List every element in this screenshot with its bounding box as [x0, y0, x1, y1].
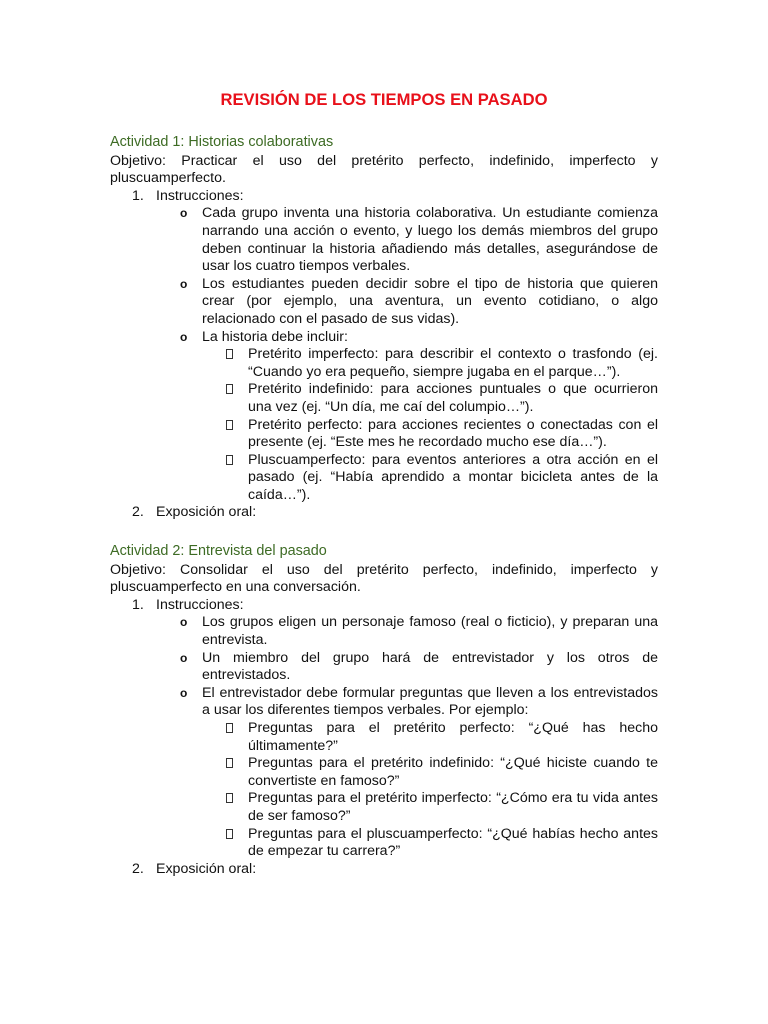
- activity-2-section: [110, 543, 658, 878]
- box-bullet-icon: [226, 723, 233, 733]
- list-item: [110, 614, 658, 649]
- box-bullet-icon: [226, 420, 233, 430]
- activity-2-step-2: [110, 861, 658, 879]
- step-label: Instrucciones:: [156, 596, 244, 613]
- list-number: 1.: [132, 596, 144, 613]
- box-bullet-icon: [226, 384, 233, 394]
- sub-list-item: [110, 826, 658, 861]
- activity-1-heading: Actividad 1: Historias colaborativas: [110, 134, 334, 150]
- sub-list-item-text: Preguntas para el pluscuamperfecto: “¿Qué habías hecho antes de empezar tu carrera?”: [248, 825, 658, 860]
- sub-list-item-text: Pretérito imperfecto: para describir el contexto o trasfondo (ej. “Cuando yo era pequeño, siempre jugaba en el parque…”).: [248, 346, 658, 380]
- page-title: REVISIÓN DE LOS TIEMPOS EN PASADO: [220, 90, 548, 109]
- sub-list-item-text: Preguntas para el pretérito imperfecto: “¿Cómo era tu vida antes de ser famoso?”: [248, 790, 658, 824]
- list-item-text: Cada grupo inventa una historia colaborativa. Un estudiante comienza narrando una acción o evento, y luego los demás miembros del grupo deben continuar la historia añadiendo más detalles, asegurándose de usar los cuatro tiempos verbales.: [202, 205, 658, 275]
- activity-2-heading: Actividad 2: Entrevista del pasado: [110, 543, 327, 559]
- sub-list-item-text: Pretérito perfecto: para acciones recientes o conectadas con el presente (ej. “Este mes he recordado mucho ese día…”).: [248, 416, 658, 451]
- circle-bullet-icon: o: [180, 650, 188, 665]
- sub-list-item-text: Pluscuamperfecto: para eventos anteriores a otra acción en el pasado (ej. “Había aprendido a montar bicicleta antes de la caída…”).: [248, 451, 658, 503]
- step-label: Exposición oral:: [156, 504, 257, 521]
- list-item-text: Los estudiantes pueden decidir sobre el tipo de historia que quieren crear (por ejemplo, una aventura, un evento cotidiano, o algo relacionado con el pasado de sus vidas).: [202, 275, 658, 327]
- sub-list-item: [110, 452, 658, 505]
- box-bullet-icon: [226, 793, 233, 803]
- box-bullet-icon: [226, 349, 233, 359]
- activity-2-step-1: [110, 597, 658, 615]
- sub-list-item-text: Preguntas para el pretérito perfecto: “¿Qué has hecho últimamente?”: [248, 719, 658, 754]
- list-number: 2.: [132, 860, 144, 877]
- circle-bullet-icon: o: [180, 685, 188, 700]
- activity-1-step-1: [110, 188, 658, 206]
- circle-bullet-icon: o: [180, 206, 188, 221]
- box-bullet-icon: [226, 758, 233, 768]
- circle-bullet-icon: o: [180, 276, 188, 291]
- activity-1-step-2: [110, 504, 658, 522]
- step-label: Exposición oral:: [156, 860, 257, 877]
- list-number: 1.: [132, 187, 144, 204]
- sub-list-item: [110, 755, 658, 790]
- sub-list-item-text: Preguntas para el pretérito indefinido: “¿Qué hiciste cuando te convertiste en famoso?”: [248, 755, 658, 789]
- list-number: 2.: [132, 504, 144, 521]
- activity-1-objective: Objetivo: Practicar el uso del pretérito perfecto, indefinido, imperfecto y pluscuamperfecto.: [110, 152, 658, 187]
- box-bullet-icon: [226, 829, 233, 839]
- sub-list-item: [110, 720, 658, 755]
- box-bullet-icon: [226, 455, 233, 465]
- activity-2-objective: Objetivo: Consolidar el uso del pretérito perfecto, indefinido, imperfecto y pluscuamperfecto en una conversación.: [110, 561, 658, 596]
- list-item-text: La historia debe incluir:: [202, 328, 348, 345]
- circle-bullet-icon: o: [180, 615, 188, 630]
- list-item: [110, 205, 658, 275]
- list-item-text: El entrevistador debe formular preguntas que lleven a los entrevistados a usar los diferentes tiempos verbales. Por ejemplo:: [202, 684, 658, 719]
- list-item-text: Los grupos eligen un personaje famoso (real o ficticio), y preparan una entrevista.: [202, 614, 658, 648]
- list-item: [110, 276, 658, 329]
- sub-list-item: [110, 346, 658, 381]
- circle-bullet-icon: o: [180, 329, 188, 344]
- sub-list-item-text: Pretérito indefinido: para acciones puntuales o que ocurrieron una vez (ej. “Un día, me caí del columpio…”).: [248, 381, 658, 415]
- step-label: Instrucciones:: [156, 187, 244, 204]
- activity-1-section: [110, 134, 658, 522]
- list-item-text: Un miembro del grupo hará de entrevistador y los otros de entrevistados.: [202, 649, 658, 684]
- sub-list-item: [110, 417, 658, 452]
- sub-list-item: [110, 381, 658, 416]
- list-item: [110, 329, 658, 347]
- sub-list-item: [110, 790, 658, 825]
- list-item: [110, 685, 658, 720]
- list-item: [110, 650, 658, 685]
